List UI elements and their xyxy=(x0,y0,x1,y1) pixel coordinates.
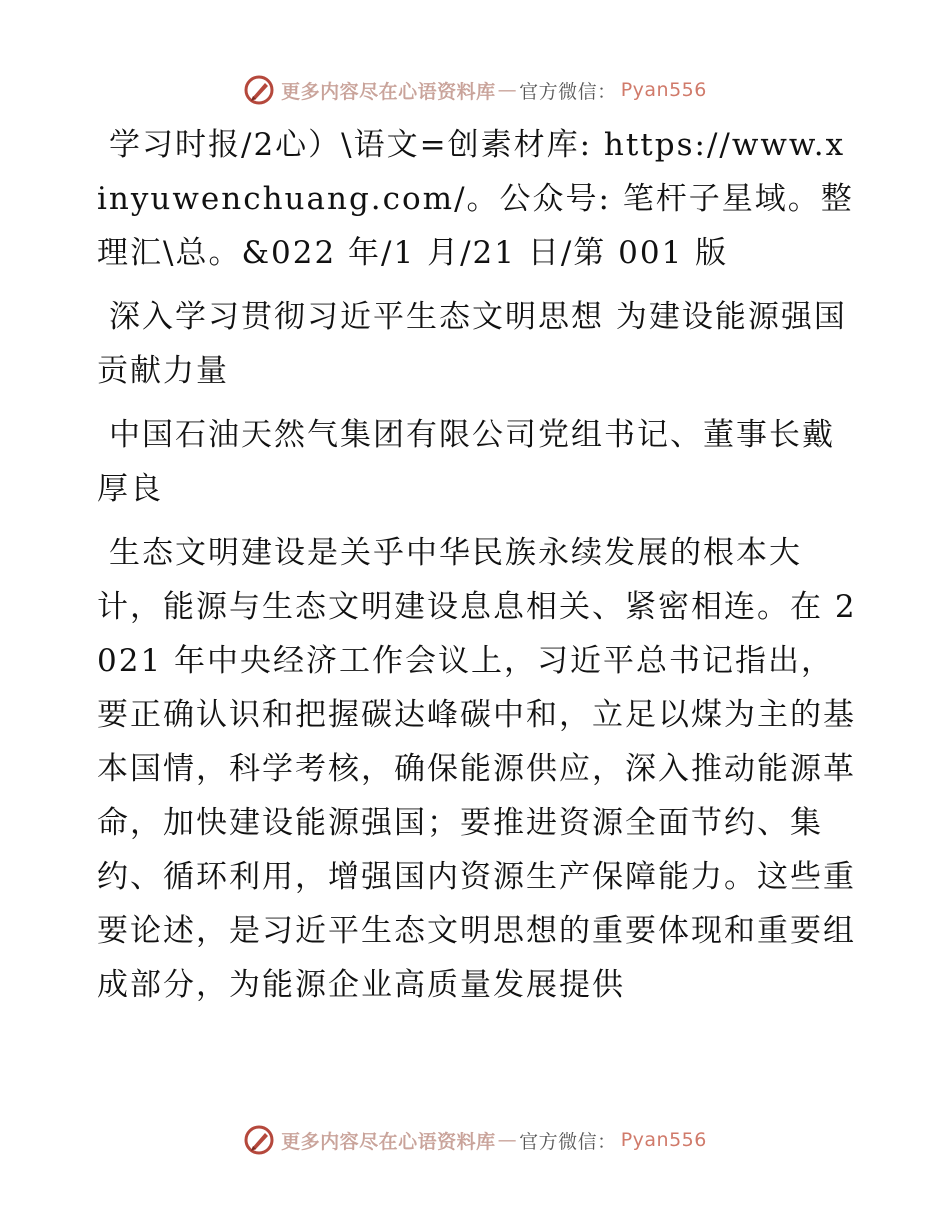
watermark-main-text: 更多内容尽在心语资料库 xyxy=(281,80,496,103)
page-footer-watermark xyxy=(0,1120,950,1160)
document-content xyxy=(97,118,857,1012)
article-title: 深入学习贯彻习近平生态文明思想 为建设能源强国贡献力量 xyxy=(97,299,847,389)
masthead-line: 学习时报/2心）\语文=创素材库: https://www.xinyuwenchuang.com/。公众号: 笔杆子星域。整理汇\总。&022 年/1 月/21 日/第 001 版 xyxy=(97,127,854,271)
pen-logo-icon xyxy=(243,1124,275,1156)
watermark-main-text: 更多内容尽在心语资料库 xyxy=(281,1130,496,1153)
watermark-wechat-id: Pyan556 xyxy=(620,1129,707,1151)
watermark-dash: — xyxy=(497,79,518,101)
pen-logo-icon xyxy=(243,74,275,106)
article-byline: 中国石油天然气集团有限公司党组书记、董事长戴厚良 xyxy=(97,417,835,507)
watermark-sub-text: 官方微信： xyxy=(519,1130,617,1153)
watermark-wechat-id: Pyan556 xyxy=(620,79,707,101)
watermark-dash: — xyxy=(497,1129,518,1151)
page-header-watermark xyxy=(0,70,950,110)
watermark-sub-text: 官方微信： xyxy=(519,80,617,103)
article-body: 生态文明建设是关乎中华民族永续发展的根本大计，能源与生态文明建设息息相关、紧密相连。在 2021 年中央经济工作会议上，习近平总书记指出，要正确认识和把握碳达峰碳中和，立足以煤为主的基本国情，科学考核，确保能源供应，深入推动能源革命，加快建设能源强国；要推进资源全面节约、集约、循环利用，增强国内资源生产保障能力。这些重要论述，是习近平生态文明思想的重要体现和重要组成部分，为能源企业高质量发展提供 xyxy=(97,535,857,1003)
